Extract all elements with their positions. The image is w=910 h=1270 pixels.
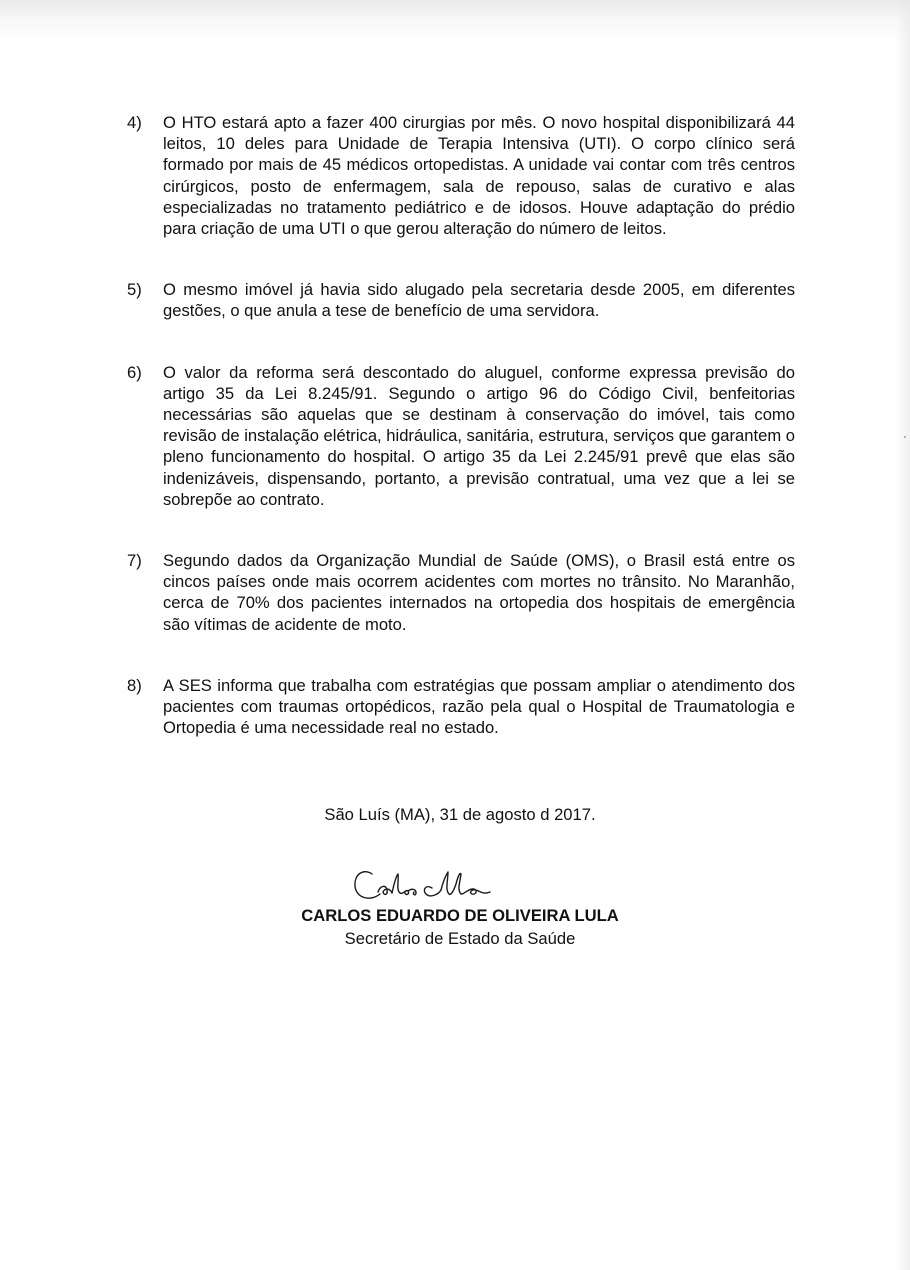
item-number: 6)	[127, 362, 142, 382]
item-text: A SES informa que trabalha com estratégias que possam ampliar o atendimento dos pacientes com traumas ortopédicos, razão pela qual o Hospital de Traumatologia e Ortopedia é uma necessidade real no estado.	[163, 675, 795, 738]
signer-name: CARLOS EDUARDO DE OLIVEIRA LULA	[301, 906, 619, 925]
dateline: São Luís (MA), 31 de agosto d 2017.	[324, 805, 596, 824]
list-item	[127, 279, 795, 321]
item-text: O mesmo imóvel já havia sido alugado pela secretaria desde 2005, em diferentes gestões, o que anula a tese de benefício de uma servidora.	[163, 280, 795, 321]
item-number: 4)	[127, 113, 142, 132]
item-number: 5)	[127, 280, 142, 300]
list-item	[127, 362, 795, 510]
handwritten-signature	[350, 862, 550, 910]
item-number: 8)	[127, 675, 142, 695]
item-text: O valor da reforma será descontado do aluguel, conforme expressa previsão do artigo 35 da Lei 8.245/91. Segundo o artigo 96 do Código Civil, benfeitorias necessárias são aquelas que se destinam à conservação do imóvel, tais como revisão de instalação elétrica, hidráulica, sanitária, estrutura, serviços que garantem o pleno funcionamento do hospital. O artigo 35 da Lei 2.245/91 prevê que elas são indenizáveis, dispensando, portanto, a previsão contratual, uma vez que a lei se sobrepõe ao contrato.	[163, 362, 795, 509]
scan-edge-shadow	[896, 0, 910, 1270]
item-text: O HTO estará apto a fazer 400 cirurgias por mês. O novo hospital disponibilizará 44 leitos, 10 deles para Unidade de Terapia Intensiva (UTI). O corpo clínico será formado por mais de 45 médicos ortopedistas. A unidade vai contar com três centros cirúrgicos, posto de enfermagem, sala de repouso, salas de curativo e alas especializadas no tratamento pediátrico e de idosos. Houve adaptação do prédio para criação de uma UTI o que gerou alteração do número de leitos.	[163, 113, 795, 239]
signer-title: Secretário de Estado da Saúde	[344, 929, 576, 948]
list-item	[127, 675, 795, 739]
item-number: 7)	[127, 551, 142, 571]
list-item	[127, 112, 795, 239]
scan-speck	[904, 436, 906, 438]
list-item	[127, 550, 795, 635]
numbered-list	[127, 112, 795, 778]
item-text: Segundo dados da Organização Mundial de Saúde (OMS), o Brasil está entre os cincos países onde mais ocorrem acidentes com mortes no trânsito. No Maranhão, cerca de 70% dos pacientes internados na ortopedia dos hospitais de emergência são vítimas de acidente de moto.	[163, 551, 795, 634]
